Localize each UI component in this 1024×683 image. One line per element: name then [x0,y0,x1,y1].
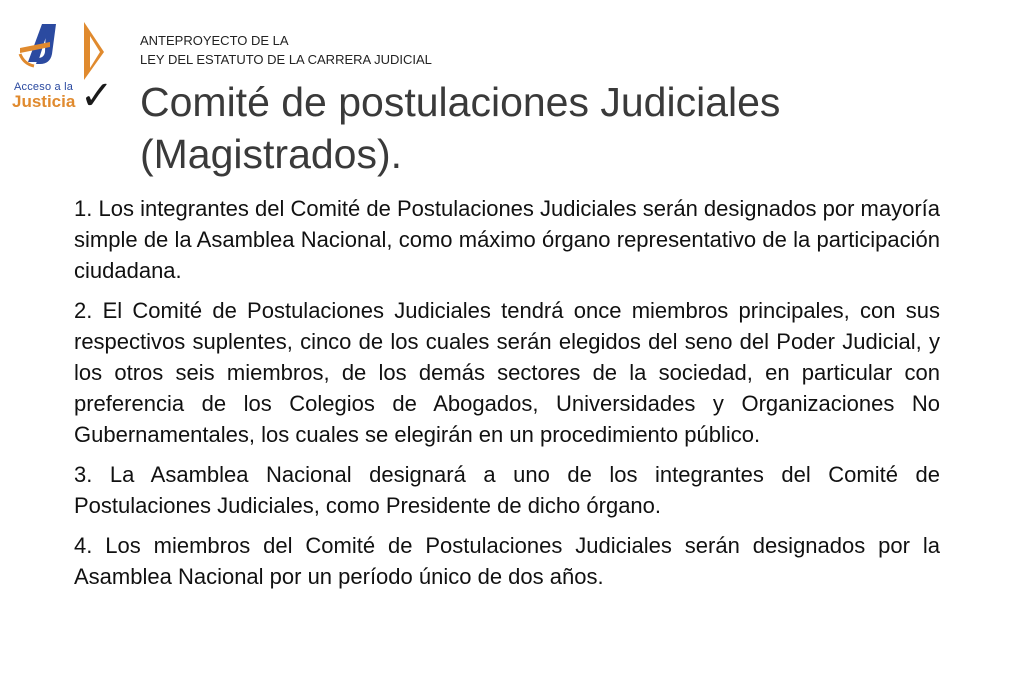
checkmark-icon: ✓ [80,73,114,119]
logo-text-line1: Acceso a la [14,81,74,93]
slide-body [74,193,940,601]
header-line-1: ANTEPROYECTO DE LA [140,33,289,48]
header-line-2: LEY DEL ESTATUTO DE LA CARRERA JUDICIAL [140,52,432,67]
paragraph-4: 4. Los miembros del Comité de Postulaciones Judiciales serán designados por la Asamblea Nacional por un período único de dos años. [74,533,940,589]
paragraph-1: 1. Los integrantes del Comité de Postulaciones Judiciales serán designados por mayoría simple de la Asamblea Nacional, como máximo órgano representativo de la participación ciudadana. [74,196,940,283]
paragraph-2: 2. El Comité de Postulaciones Judiciales tendrá once miembros principales, con sus respectivos suplentes, cinco de los cuales serán elegidos del seno del Poder Judicial, y los otros seis miembros, de los demás sectores de la sociedad, en particular con preferencia de los Colegios de Abogados, Universidades y Organizaciones No Gubernamentales, los cuales se elegirán en un procedimiento público. [74,298,940,447]
paragraph-3: 3. La Asamblea Nacional designará a uno de los integrantes del Comité de Postulaciones Judiciales, como Presidente de dicho órgano. [74,462,940,518]
logo-text-line2: Justicia [12,92,76,111]
slide-title: Comité de postulaciones Judiciales (Magistrados). [140,79,781,177]
